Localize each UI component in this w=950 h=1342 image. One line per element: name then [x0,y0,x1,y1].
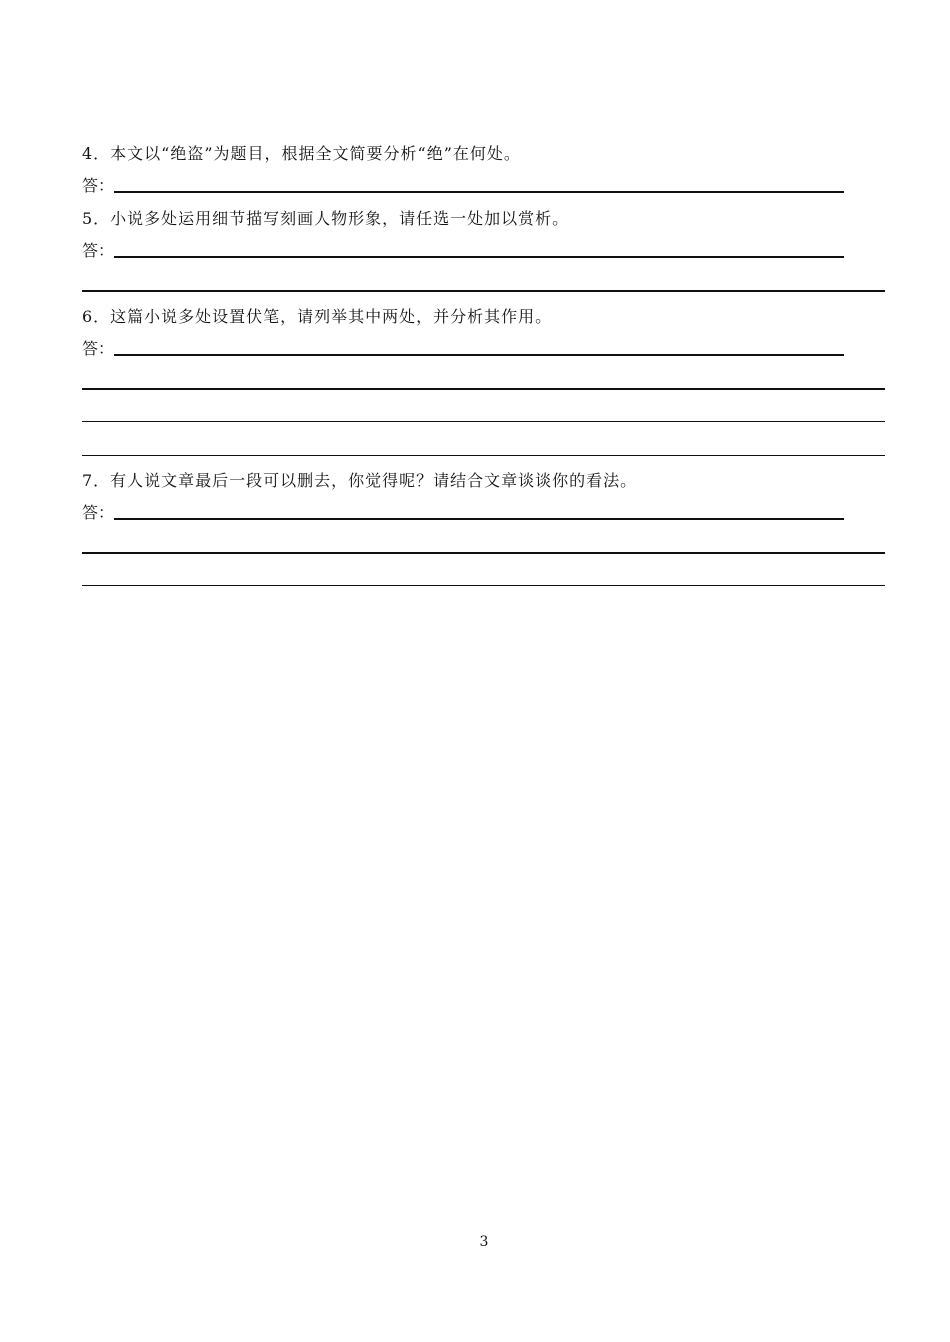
answer-line[interactable] [82,585,885,586]
question-4-answer-row [82,174,844,196]
answer-line[interactable] [82,552,885,554]
answer-line[interactable] [82,421,885,422]
answer-line[interactable] [82,388,885,390]
answer-line[interactable] [114,354,844,356]
question-5-text: 5．小说多处运用细节描写刻画人物形象，请任选一处加以赏析。 [82,209,570,228]
question-5-answer-row [82,239,844,261]
answer-label: 答： [82,176,115,195]
question-4-text: 4．本文以“绝盗”为题目，根据全文简要分析“绝”在何处。 [82,144,521,163]
question-7-answer-row [82,501,844,523]
answer-line[interactable] [114,256,844,258]
answer-line[interactable] [82,290,885,292]
answer-label: 答： [82,241,115,260]
answer-line[interactable] [82,455,885,456]
question-6-text: 6．这篇小说多处设置伏笔，请列举其中两处，并分析其作用。 [82,307,553,326]
answer-label: 答： [82,503,115,522]
page-number: 3 [479,1234,489,1250]
question-7-text: 7．有人说文章最后一段可以删去，你觉得呢？请结合文章谈谈你的看法。 [82,471,638,490]
answer-line[interactable] [114,518,844,520]
question-6-answer-row [82,337,844,359]
answer-line[interactable] [114,191,844,193]
answer-label: 答： [82,339,115,358]
